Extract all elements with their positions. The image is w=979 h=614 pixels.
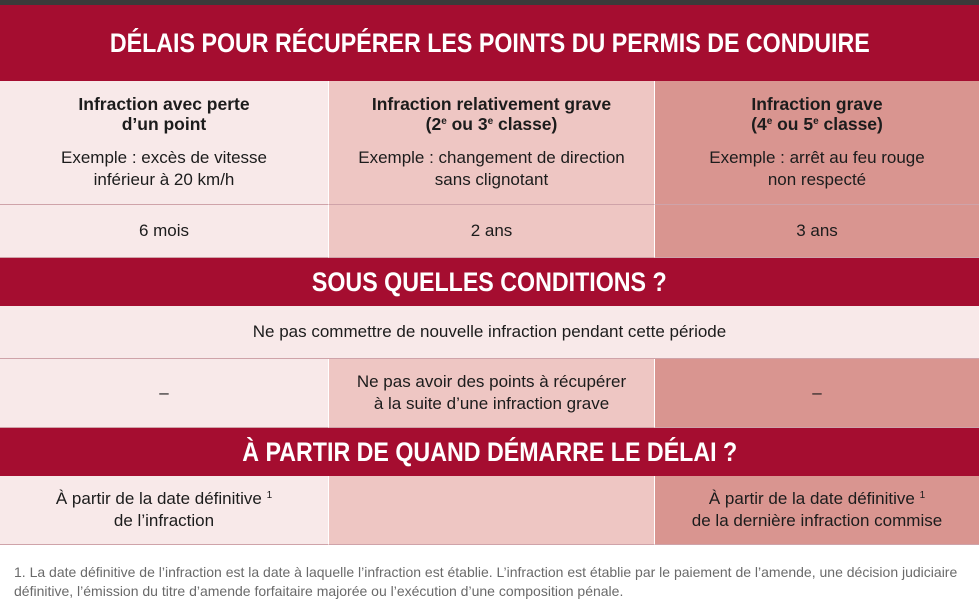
class-range bbox=[372, 114, 611, 134]
conditions-title: SOUS QUELLES CONDITIONS ? bbox=[312, 266, 667, 297]
header-row bbox=[0, 81, 979, 205]
start-cell bbox=[0, 476, 329, 545]
start-line: de la dernière infraction commise bbox=[691, 511, 943, 530]
example-line: Exemple : changement de direction bbox=[358, 148, 625, 167]
footnote-ref: 1 bbox=[266, 490, 273, 501]
footnote-ref: 1 bbox=[919, 490, 926, 501]
example-line: non respecté bbox=[767, 170, 867, 189]
duration-cell: 2 ans bbox=[329, 205, 655, 258]
start-text: À partir de la date définitive bbox=[55, 489, 262, 508]
condition-cell: – bbox=[0, 359, 329, 428]
condition-line: à la suite d’une infraction grave bbox=[373, 394, 610, 413]
common-condition-row bbox=[0, 306, 979, 359]
specific-condition-row bbox=[0, 359, 979, 428]
column-heading bbox=[78, 94, 249, 134]
duration-cell: 3 ans bbox=[655, 205, 979, 258]
column-example bbox=[61, 147, 267, 191]
start-line: de l’infraction bbox=[113, 511, 215, 530]
class-range bbox=[751, 114, 883, 134]
condition-cell: – bbox=[655, 359, 979, 428]
column-heading bbox=[751, 94, 883, 134]
table-title-banner bbox=[0, 5, 979, 81]
ordinal-suffix: e bbox=[487, 116, 494, 127]
class-text: ou 3 bbox=[446, 114, 488, 134]
ordinal-suffix: e bbox=[766, 116, 773, 127]
column-header-serious bbox=[655, 81, 979, 205]
heading-line: Infraction grave bbox=[751, 94, 883, 114]
duration-row bbox=[0, 205, 979, 258]
column-example bbox=[358, 147, 625, 191]
example-line: sans clignotant bbox=[434, 170, 549, 189]
heading-line: Infraction avec perte bbox=[78, 94, 250, 114]
class-text: ou 5 bbox=[772, 114, 814, 134]
conditions-banner bbox=[0, 258, 979, 306]
start-cell bbox=[655, 476, 979, 545]
column-example bbox=[709, 147, 924, 191]
example-line: Exemple : excès de vitesse bbox=[61, 148, 267, 167]
column-header-minor bbox=[0, 81, 329, 205]
column-heading bbox=[372, 94, 611, 134]
column-header-moderate bbox=[329, 81, 655, 205]
start-cell bbox=[329, 476, 655, 545]
example-line: inférieur à 20 km/h bbox=[93, 170, 235, 189]
class-text: (2 bbox=[425, 114, 442, 134]
heading-line: d’un point bbox=[121, 114, 207, 134]
start-row bbox=[0, 476, 979, 545]
common-condition-cell: Ne pas commettre de nouvelle infraction pendant cette période bbox=[0, 306, 979, 359]
example-line: Exemple : arrêt au feu rouge bbox=[709, 148, 925, 167]
ordinal-suffix: e bbox=[441, 116, 447, 127]
points-recovery-table bbox=[0, 5, 979, 545]
heading-line: Infraction relativement grave bbox=[371, 94, 612, 114]
class-text: classe) bbox=[818, 114, 883, 134]
condition-cell bbox=[329, 359, 655, 428]
class-text: (4 bbox=[751, 114, 767, 134]
duration-cell: 6 mois bbox=[0, 205, 329, 258]
start-line bbox=[56, 488, 272, 510]
start-banner bbox=[0, 428, 979, 476]
start-text: À partir de la date définitive bbox=[708, 489, 915, 508]
condition-line: Ne pas avoir des points à récupérer bbox=[356, 372, 627, 391]
table-title: DÉLAIS POUR RÉCUPÉRER LES POINTS DU PERMIS DE CONDUIRE bbox=[109, 27, 870, 58]
start-line bbox=[709, 488, 925, 510]
footnote: 1. La date définitive de l’infraction est la date à laquelle l’infraction est établie. L’infraction est établie par le paiement de l’amende, une décision judiciaire définitive, l’émission du titre d’amende forfaitaire majorée ou l’exécution d’une composition pénale. bbox=[0, 551, 979, 614]
start-title: À PARTIR DE QUAND DÉMARRE LE DÉLAI ? bbox=[242, 436, 737, 467]
ordinal-suffix: e bbox=[813, 116, 819, 127]
class-text: classe) bbox=[493, 114, 558, 134]
